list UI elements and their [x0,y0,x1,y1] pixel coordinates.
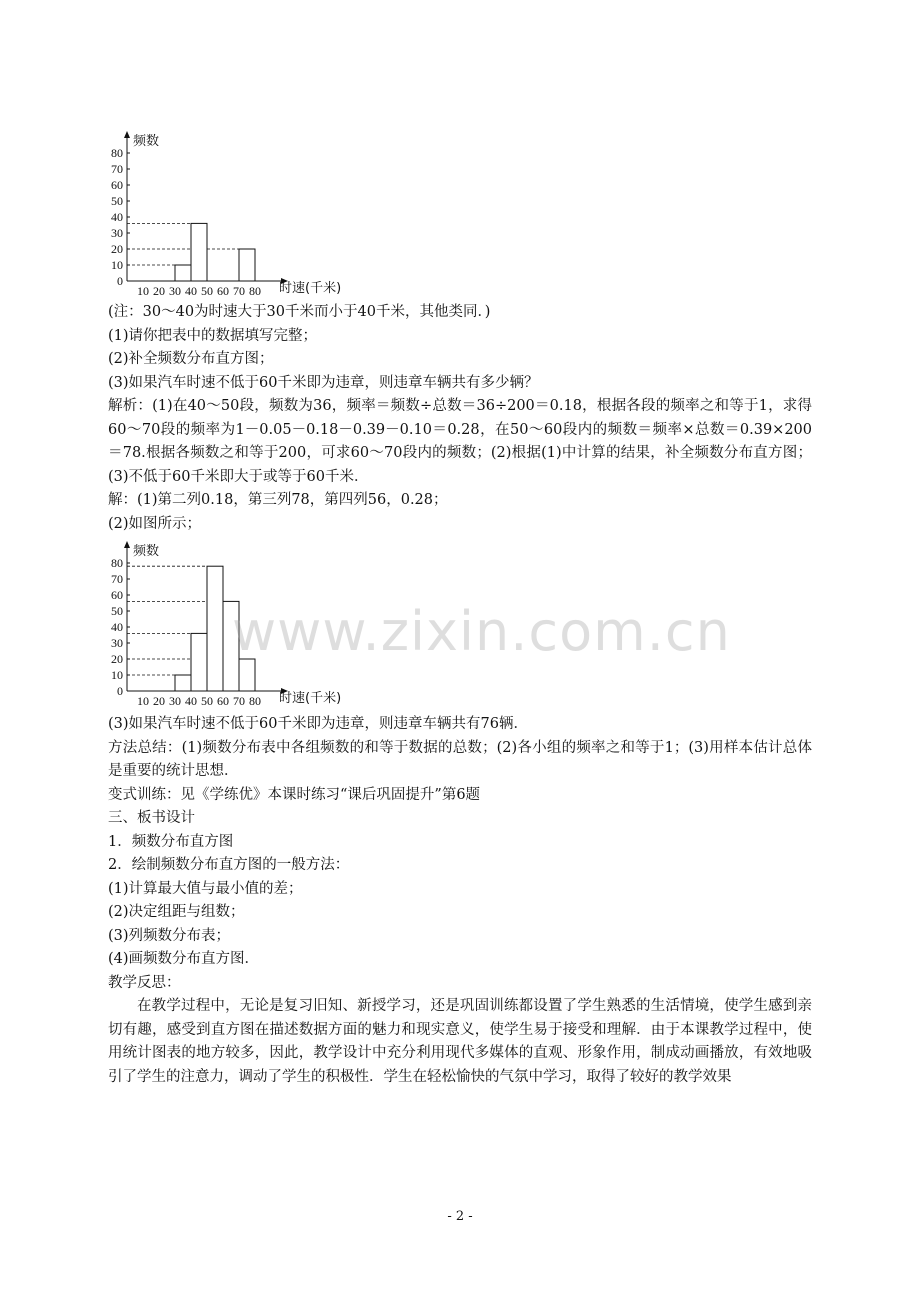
x-tick-label: 40 [185,284,197,298]
board-item-1: 1．频数分布直方图 [108,833,234,850]
section-heading: 三、板书设计 [108,810,195,826]
y-tick-label: 60 [111,178,123,192]
board-step-2: (2)决定组距与组数； [108,904,245,920]
histogram-bar [207,566,223,691]
watermark: www.zixin.com.cn [232,600,731,663]
y-tick-label: 80 [111,556,123,570]
histogram-svg [100,128,360,303]
analysis-text: 解析：(1)在40～50段，频数为36，频率＝频数÷总数＝36÷200＝0.18，根据各段的频率之和等于1，求得60～70段的频率为1－0.05－0.18－0.39－0.10＝0.28，在50～60段内的频数＝频率×总数＝0.39×200＝78.根据各频数之和等于200，可求60～70段内的频数；(2)根据(1)中计算的结果，补全频数分布直方图；(3)不低于60千米即大于或等于60千米． [108,398,812,485]
x-tick-label: 10 [137,284,149,298]
y-tick-label: 50 [111,194,123,208]
x-tick-label: 80 [249,284,261,298]
histogram-bar [239,249,255,281]
y-tick-label: 60 [111,588,123,602]
x-tick-label: 60 [217,694,229,708]
solution-1: 解：(1)第二列0.18，第三列78，第四列56，0.28； [108,492,448,508]
method-summary: 方法总结：(1)频数分布表中各组频数的和等于数据的总数；(2)各小组的频率之和等于1；(3)用样本估计总体是重要的统计思想． [108,739,812,779]
y-tick-label: 20 [111,652,123,666]
x-tick-label: 30 [169,694,181,708]
histogram-bar [175,265,191,281]
x-tick-label: 70 [233,694,245,708]
histogram-bar [239,659,255,691]
y-axis-label: 频数 [133,544,160,559]
y-tick-label: 0 [117,274,123,288]
y-axis-label: 频数 [133,134,160,149]
x-tick-label: 50 [201,284,213,298]
x-tick-label: 20 [153,694,165,708]
y-tick-label: 30 [111,226,123,240]
x-axis-label: 时速(千米) [279,691,342,706]
y-tick-label: 40 [111,210,123,224]
histogram-bar [191,223,207,281]
x-tick-label: 20 [153,284,165,298]
x-axis-label: 时速(千米) [279,281,342,296]
x-tick-label: 80 [249,694,261,708]
histogram-bar [191,633,207,691]
x-tick-label: 60 [217,284,229,298]
y-tick-label: 80 [111,146,123,160]
y-tick-label: 10 [111,258,123,272]
text-block-2 [108,713,812,1089]
x-tick-label: 30 [169,284,181,298]
question-2: (2)补全频数分布直方图； [108,351,274,367]
y-tick-label: 30 [111,636,123,650]
x-tick-label: 70 [233,284,245,298]
y-tick-label: 50 [111,604,123,618]
reflection-title: 教学反思： [108,974,181,991]
solution-3: (3)如果汽车时速不低于60千米即为违章，则违章车辆共有76辆． [108,716,528,732]
reflection-text: 在教学过程中，无论是复习旧知、新授学习，还是巩固训练都设置了学生熟悉的生活情境，使学生感到亲切有趣，感受到直方图在描述数据方面的魅力和现实意义，使学生易于接受和理解．由于本课教学过程中，使用统计图表的地方较多，因此，教学设计中充分利用现代多媒体的直观、形象作用，制成动画播放，有效地吸引了学生的注意力，调动了学生的积极性．学生在轻松愉快的气氛中学习，取得了较好的教学效果 [108,998,812,1085]
solution-2: (2)如图所示； [108,515,202,532]
y-tick-label: 0 [117,684,123,698]
y-tick-label: 20 [111,242,123,256]
board-item-2: 2．绘制频数分布直方图的一般方法： [108,857,350,873]
y-axis-arrow [124,541,130,548]
y-tick-label: 70 [111,572,123,586]
x-tick-label: 50 [201,694,213,708]
page-number: - 2 - [447,1209,473,1224]
x-tick-label: 40 [185,694,197,708]
board-step-4: (4)画频数分布直方图． [108,951,260,967]
board-step-1: (1)计算最大值与最小值的差； [108,880,303,897]
y-axis-arrow [124,131,130,138]
note-text: (注：30～40为时速大于30千米而小于40千米，其他类同．) [108,304,491,320]
histogram-chart-1 [100,128,360,303]
board-step-3: (3)列频数分布表； [108,927,231,944]
question-3: (3)如果汽车时速不低于60千米即为违章，则违章车辆共有多少辆？ [108,374,539,391]
variant-training: 变式训练：见《学练优》本课时练习“课后巩固提升”第6题 [108,786,481,803]
histogram-bar [175,675,191,691]
y-tick-label: 40 [111,620,123,634]
text-block-1 [108,301,812,536]
question-1: (1)请你把表中的数据填写完整； [108,327,318,344]
x-tick-label: 10 [137,694,149,708]
y-tick-label: 10 [111,668,123,682]
y-tick-label: 70 [111,162,123,176]
